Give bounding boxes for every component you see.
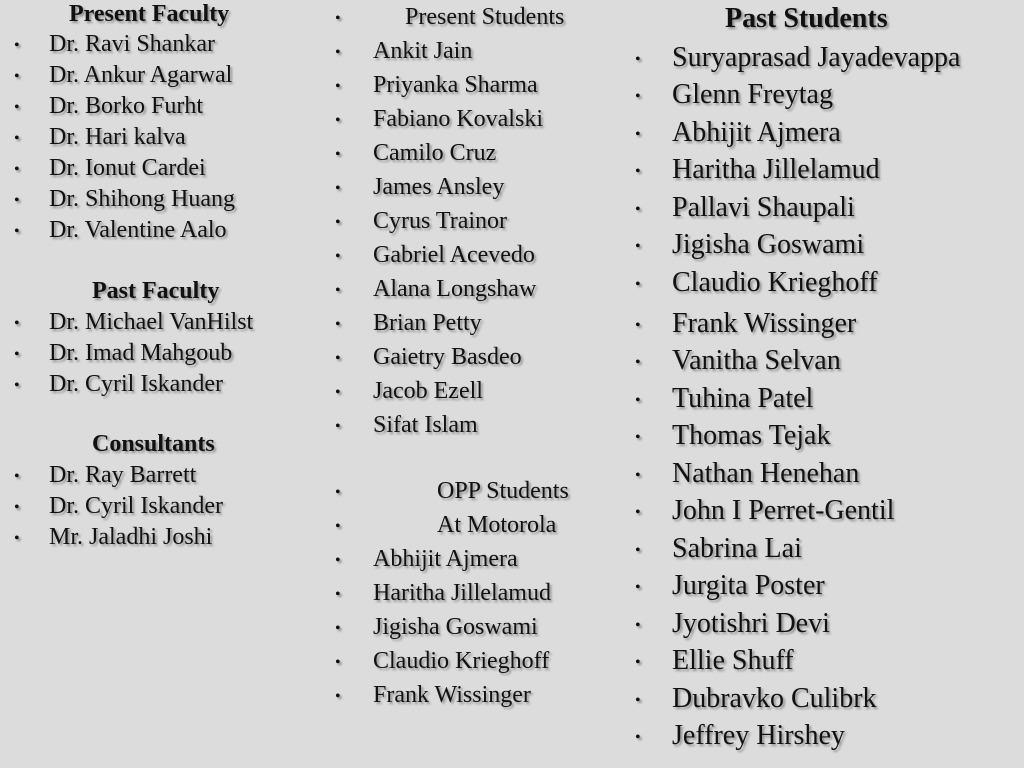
list-item: Thomas Tejak (672, 420, 831, 451)
list-item: Dr. Hari kalva (49, 124, 186, 150)
list-item: Dr. Ray Barrett (49, 462, 197, 488)
list-item: Vanitha Selvan (672, 345, 841, 376)
list-bullet: • (14, 377, 20, 394)
list-item: Haritha Jillelamud (672, 154, 880, 185)
list-item: Priyanka Sharma (373, 72, 538, 98)
list-bullet: • (635, 504, 641, 521)
list-item: Cyrus Trainor (373, 208, 508, 234)
list-item: Abhijit Ajmera (373, 546, 518, 572)
list-bullet: • (635, 542, 641, 559)
list-item: Dr. Michael VanHilst (49, 309, 254, 335)
list-bullet: • (635, 692, 641, 709)
list-bullet: • (335, 282, 341, 299)
past-students-heading: Past Students (725, 3, 888, 34)
list-item: Jigisha Goswami (672, 229, 865, 260)
list-item: Glenn Freytag (672, 79, 833, 110)
list-bullet: • (335, 248, 341, 265)
list-item: Dr. Cyril Iskander (49, 371, 223, 397)
list-bullet: • (14, 192, 20, 209)
list-bullet: • (335, 418, 341, 435)
list-bullet: • (635, 654, 641, 671)
list-bullet: • (14, 468, 20, 485)
list-bullet: • (14, 37, 20, 54)
list-item: Gabriel Acevedo (373, 242, 535, 268)
list-bullet: • (635, 163, 641, 180)
past-faculty-heading: Past Faculty (92, 278, 220, 304)
list-item: Pallavi Shaupali (672, 192, 855, 223)
list-bullet: • (635, 617, 641, 634)
list-bullet: • (335, 146, 341, 163)
list-bullet: • (335, 350, 341, 367)
list-item: Frank Wissinger (672, 308, 857, 339)
list-item: Gaietry Basdeo (373, 344, 522, 370)
list-item: Alana Longshaw (373, 276, 537, 302)
list-bullet: • (635, 579, 641, 596)
list-bullet: • (635, 429, 641, 446)
list-bullet: • (335, 214, 341, 231)
list-bullet: • (14, 346, 20, 363)
list-item: Dubravko Culibrk (672, 683, 877, 714)
list-item: John I Perret-Gentil (672, 495, 895, 526)
list-item: Haritha Jillelamud (373, 580, 551, 606)
list-bullet: • (335, 44, 341, 61)
list-bullet: • (14, 99, 20, 116)
list-item: Suryaprasad Jayadevappa (672, 42, 961, 73)
list-item: Jyotishri Devi (672, 608, 830, 639)
list-bullet: • (335, 484, 341, 501)
list-bullet: • (335, 180, 341, 197)
list-bullet: • (335, 688, 341, 705)
list-item: Dr. Ionut Cardei (49, 155, 206, 181)
list-bullet: • (335, 586, 341, 603)
list-item: Tuhina Patel (672, 383, 814, 414)
list-bullet: • (335, 552, 341, 569)
list-item: Camilo Cruz (373, 140, 497, 166)
list-item: Jigisha Goswami (373, 614, 538, 640)
list-bullet: • (335, 620, 341, 637)
list-item: Claudio Krieghoff (373, 648, 550, 674)
list-item: Nathan Henehan (672, 458, 860, 489)
list-bullet: • (335, 654, 341, 671)
list-bullet: • (635, 729, 641, 746)
list-item: Dr. Valentine Aalo (49, 217, 227, 243)
list-item: Ellie Shuff (672, 645, 794, 676)
list-bullet: • (335, 384, 341, 401)
list-bullet: • (635, 392, 641, 409)
opp-students-subheading: At Motorola (437, 512, 557, 538)
list-bullet: • (335, 316, 341, 333)
list-item: Claudio Krieghoff (672, 267, 878, 298)
list-bullet: • (635, 51, 641, 68)
list-bullet: • (14, 315, 20, 332)
list-bullet: • (14, 499, 20, 516)
list-item: Jurgita Poster (672, 570, 825, 601)
list-item: Dr. Cyril Iskander (49, 493, 223, 519)
list-item: Abhijit Ajmera (672, 117, 841, 148)
list-item: Fabiano Kovalski (373, 106, 543, 132)
list-bullet: • (635, 276, 641, 293)
list-item: Frank Wissinger (373, 682, 531, 708)
list-item: Dr. Shihong Huang (49, 186, 235, 212)
list-item: Jeffrey Hirshey (672, 720, 845, 751)
list-bullet: • (635, 354, 641, 371)
list-item: Dr. Ravi Shankar (49, 31, 215, 57)
list-bullet: • (14, 130, 20, 147)
list-bullet: • (335, 518, 341, 535)
list-bullet: • (335, 78, 341, 95)
list-item: Dr. Imad Mahgoub (49, 340, 233, 366)
list-item: Jacob Ezell (373, 378, 483, 404)
list-bullet: • (635, 88, 641, 105)
list-item: Sifat Islam (373, 412, 478, 438)
present-students-heading: Present Students (405, 4, 565, 30)
list-item: Sabrina Lai (672, 533, 802, 564)
list-bullet: • (14, 161, 20, 178)
list-item: Mr. Jaladhi Joshi (49, 524, 213, 550)
consultants-heading: Consultants (92, 431, 215, 457)
present-faculty-heading: Present Faculty (69, 1, 230, 27)
list-bullet: • (635, 238, 641, 255)
list-bullet: • (635, 317, 641, 334)
list-bullet: • (335, 112, 341, 129)
list-item: Ankit Jain (373, 38, 473, 64)
list-bullet: • (14, 530, 20, 547)
list-bullet: • (14, 68, 20, 85)
list-item: James Ansley (373, 174, 505, 200)
list-bullet: • (635, 467, 641, 484)
list-item: Dr. Ankur Agarwal (49, 62, 233, 88)
list-bullet: • (635, 201, 641, 218)
list-bullet: • (635, 126, 641, 143)
opp-students-heading: OPP Students (437, 478, 569, 504)
list-bullet: • (335, 10, 341, 27)
list-item: Dr. Borko Furht (49, 93, 204, 119)
list-item: Brian Petty (373, 310, 482, 336)
list-bullet: • (14, 223, 20, 240)
